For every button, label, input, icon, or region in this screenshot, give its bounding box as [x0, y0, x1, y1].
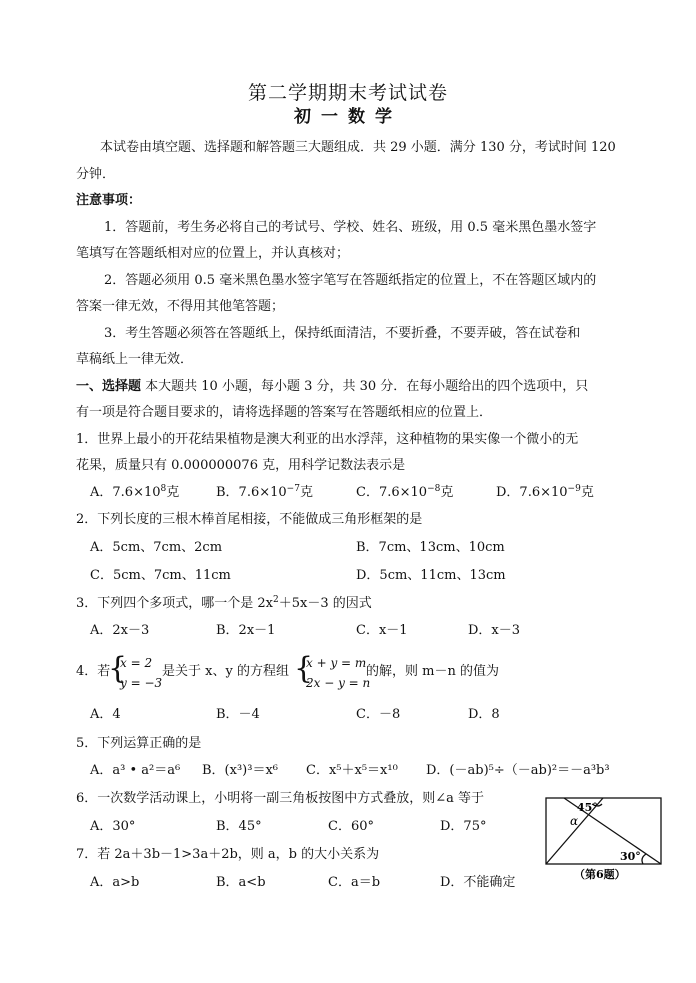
q1-stem-line-2: 花果，质量只有 0.000000076 克，用科学记数法表示是 — [76, 458, 406, 473]
q4-option-c: C．－8 — [356, 707, 401, 722]
q5-option-a: A．a³ • a²＝a⁶ — [90, 763, 181, 778]
q7-stem: 7．若 2a＋3b－1>3a＋2b，则 a，b 的大小关系为 — [76, 847, 380, 862]
q1-option-b — [216, 484, 313, 502]
note-3-line-2: 草稿纸上一律无效． — [76, 352, 194, 367]
page-title: 第二学期期末考试试卷 — [247, 82, 448, 104]
q6-option-c: C．60° — [328, 819, 374, 834]
q5-stem: 5．下列运算正确的是 — [76, 736, 202, 751]
q1-option-d-unit: 克 — [580, 485, 594, 500]
q1-option-c — [356, 484, 453, 502]
q6-figure-outline — [546, 798, 661, 864]
intro-line-2: 分钟． — [76, 167, 116, 182]
q2-option-c: C．5cm、7cm、11cm — [90, 568, 231, 583]
q4-system-1-brace: { — [108, 651, 128, 686]
q1-option-c-exp: −8 — [427, 484, 441, 494]
note-2-line-2: 答案一律无效，不得用其他笔答题； — [76, 299, 285, 314]
q4-system-1-bottom: y = −3 — [120, 676, 163, 690]
note-2-line-1: 2．答题必须用 0.5 毫米黑色墨水签字笔写在答题纸指定的位置上，不在答题区域内的 — [104, 273, 597, 288]
q3-stem-post: ＋5x－3 的因式 — [278, 596, 372, 611]
q6-figure-angle-45: 45° — [577, 801, 598, 814]
q1-stem-line-1: 1．世界上最小的开花结果植物是澳大利亚的出水浮萍，这种植物的果实像一个微小的无 — [76, 432, 579, 447]
q4-stem-middle: 是关于 x、y 的方程组 — [162, 664, 289, 679]
q4-system-2-top: x + y = m — [306, 656, 367, 670]
q1-option-c-base: C．7.6×10 — [356, 485, 428, 500]
q6-option-b: B．45° — [216, 819, 262, 834]
q1-option-a-base: A．7.6×10 — [90, 485, 161, 500]
q2-option-d: D．5cm、11cm、13cm — [356, 568, 506, 583]
q1-option-b-unit: 克 — [299, 485, 313, 500]
q3-option-a: A．2x－3 — [90, 623, 150, 638]
note-1-line-1: 1．答题前，考生务必将自己的考试号、学校、姓名、班级，用 0.5 毫米黑色墨水签字 — [104, 220, 597, 235]
q1-option-d-base: D．7.6×10 — [496, 485, 568, 500]
q2-option-a: A．5cm、7cm、2cm — [90, 540, 223, 555]
q6-figure-angle-30: 30° — [620, 850, 641, 863]
subject-title: 初一数学 — [294, 107, 402, 127]
q3-option-c: C．x－1 — [356, 623, 408, 638]
q4-option-b: B．－4 — [216, 707, 260, 722]
q1-option-b-base: B．7.6×10 — [216, 485, 287, 500]
q7-option-d: D．不能确定 — [440, 875, 516, 890]
q1-option-b-exp: −7 — [286, 484, 300, 494]
q6-figure-caption: （第6题） — [574, 868, 626, 881]
q6-option-d: D．75° — [440, 819, 487, 834]
q7-option-a: A．a>b — [90, 875, 140, 890]
q4-system-2-bottom: 2x − y = n — [306, 676, 371, 690]
q6-stem: 6．一次数学活动课上，小明将一副三角板按图中方式叠放，则∠a 等于 — [76, 791, 485, 806]
q4-stem-tail: 的解，则 m－n 的值为 — [366, 664, 499, 679]
q1-option-a-unit: 克 — [166, 485, 180, 500]
q6-figure-alpha: α — [570, 814, 579, 828]
q3-stem-pre: 3．下列四个多项式，哪一个是 2x — [76, 596, 274, 611]
q5-option-c: C．x⁵＋x⁵＝x¹⁰ — [306, 763, 398, 778]
q4-system-2-brace: { — [294, 651, 314, 686]
q5-option-b: B．(x³)³＝x⁶ — [202, 763, 278, 778]
q1-option-a-exp: 8 — [160, 484, 167, 494]
q6-option-a: A．30° — [90, 819, 136, 834]
intro-line-1: 本试卷由填空题、选择题和解答题三大题组成．共 29 小题．满分 130 分，考试时间 120 — [100, 140, 616, 155]
q7-option-c: C．a＝b — [328, 875, 381, 890]
q1-option-c-unit: 克 — [440, 485, 454, 500]
q1-option-d-exp: −9 — [567, 484, 581, 494]
note-1-line-2: 笔填写在答题纸相对应的位置上，并认真核对； — [76, 246, 350, 261]
q1-option-a — [90, 484, 179, 502]
section-1-desc-line-1: 本大题共 10 小题，每小题 3 分，共 30 分．在每小题给出的四个选项中，只 — [145, 379, 589, 394]
section-1-desc-line-2: 有一项是符合题目要求的，请将选择题的答案写在答题纸相应的位置上． — [76, 405, 493, 420]
q3-stem — [76, 595, 372, 613]
q4-option-d: D．8 — [468, 707, 500, 722]
q4-number: 4．若 — [76, 664, 111, 679]
notes-heading: 注意事项： — [76, 193, 142, 208]
note-3-line-1: 3．考生答题必须答在答题纸上，保持纸面清洁，不要折叠，不要弄破，答在试卷和 — [104, 326, 581, 341]
q6-figure-arc-30 — [642, 854, 646, 864]
q2-stem: 2．下列长度的三根木棒首尾相接，不能做成三角形框架的是 — [76, 512, 423, 527]
q4-system-1-top: x = 2 — [120, 656, 153, 670]
q2-option-b: B．7cm、13cm、10cm — [356, 540, 505, 555]
section-1-intro — [76, 378, 588, 396]
q4-option-a: A．4 — [90, 707, 121, 722]
q7-option-b: B．a<b — [216, 875, 266, 890]
q3-option-d: D．x－3 — [468, 623, 521, 638]
section-1-heading: 一、选择题 — [76, 379, 142, 394]
q1-option-d — [496, 484, 594, 502]
q3-option-b: B．2x－1 — [216, 623, 276, 638]
q3-stem-exp: 2 — [273, 595, 279, 605]
q6-triangle-figure — [540, 794, 670, 884]
q5-option-d: D．(－ab)⁵÷（－ab)²＝－a³b³ — [426, 763, 610, 778]
